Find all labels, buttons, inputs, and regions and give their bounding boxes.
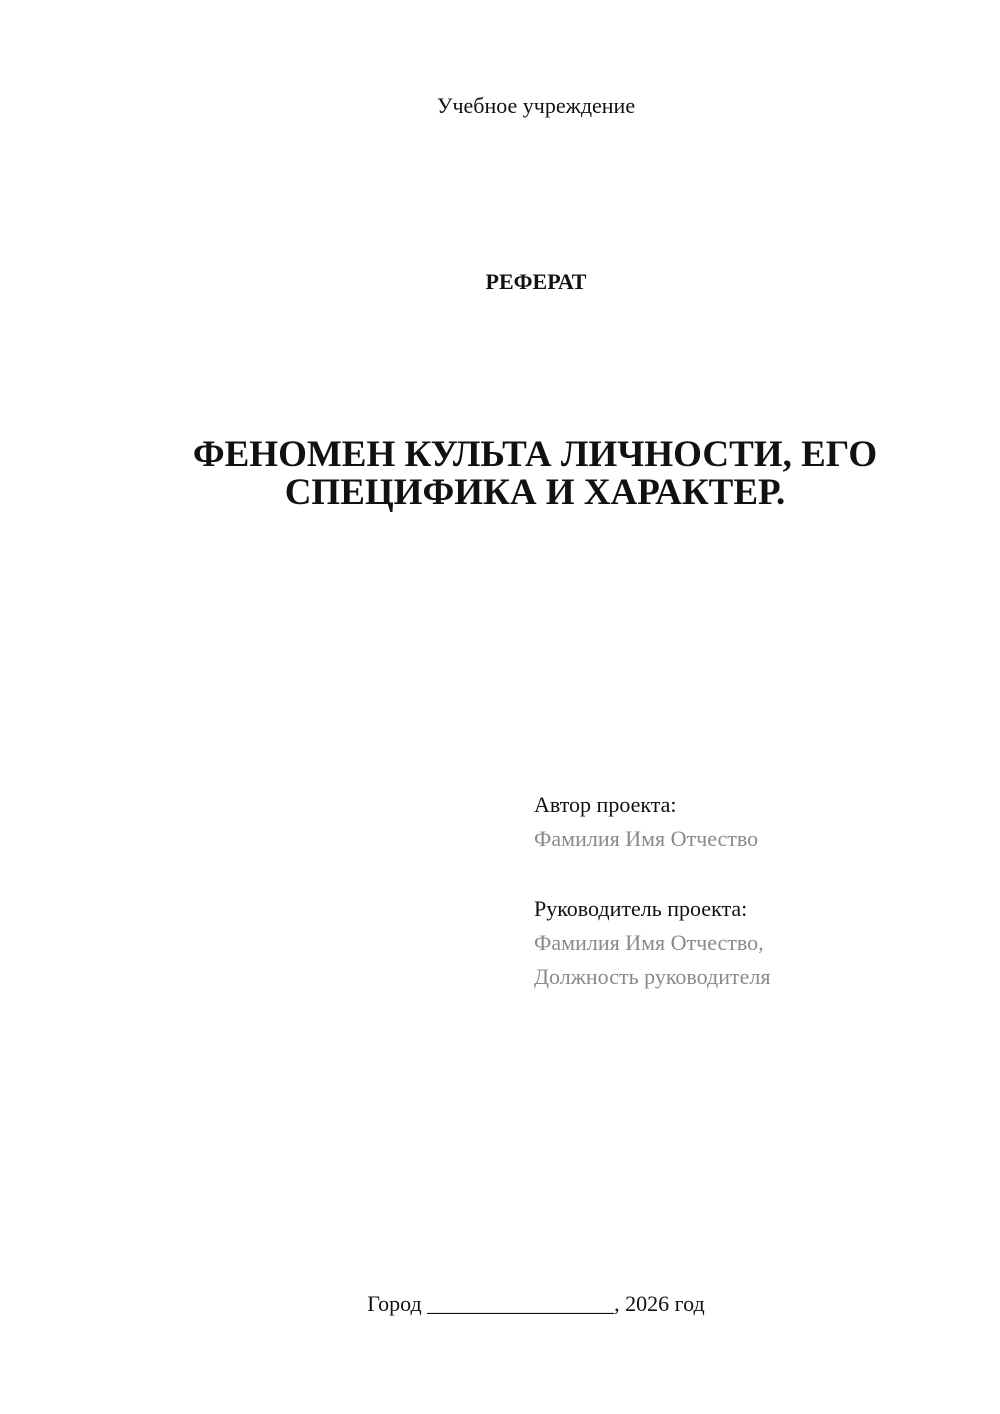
supervisor-position: Должность руководителя bbox=[534, 964, 771, 989]
supervisor-name: Фамилия Имя Отчество, bbox=[534, 930, 764, 955]
title-line-2: СПЕЦИФИКА И ХАРАКТЕР. bbox=[284, 472, 786, 513]
supervisor-label: Руководитель проекта: bbox=[534, 896, 748, 921]
document-type: РЕФЕРАТ bbox=[485, 269, 587, 294]
author-name: Фамилия Имя Отчество bbox=[534, 826, 759, 851]
credits-block bbox=[534, 788, 974, 994]
credits-spacer bbox=[534, 856, 974, 892]
institution-name: Учебное учреждение bbox=[436, 93, 636, 118]
city-year-line: Город _________________, 2026 год bbox=[367, 1291, 705, 1316]
document-title bbox=[150, 436, 920, 512]
title-line-1: ФЕНОМЕН КУЛЬТА ЛИЧНОСТИ, ЕГО bbox=[192, 434, 878, 475]
author-label: Автор проекта: bbox=[534, 792, 677, 817]
